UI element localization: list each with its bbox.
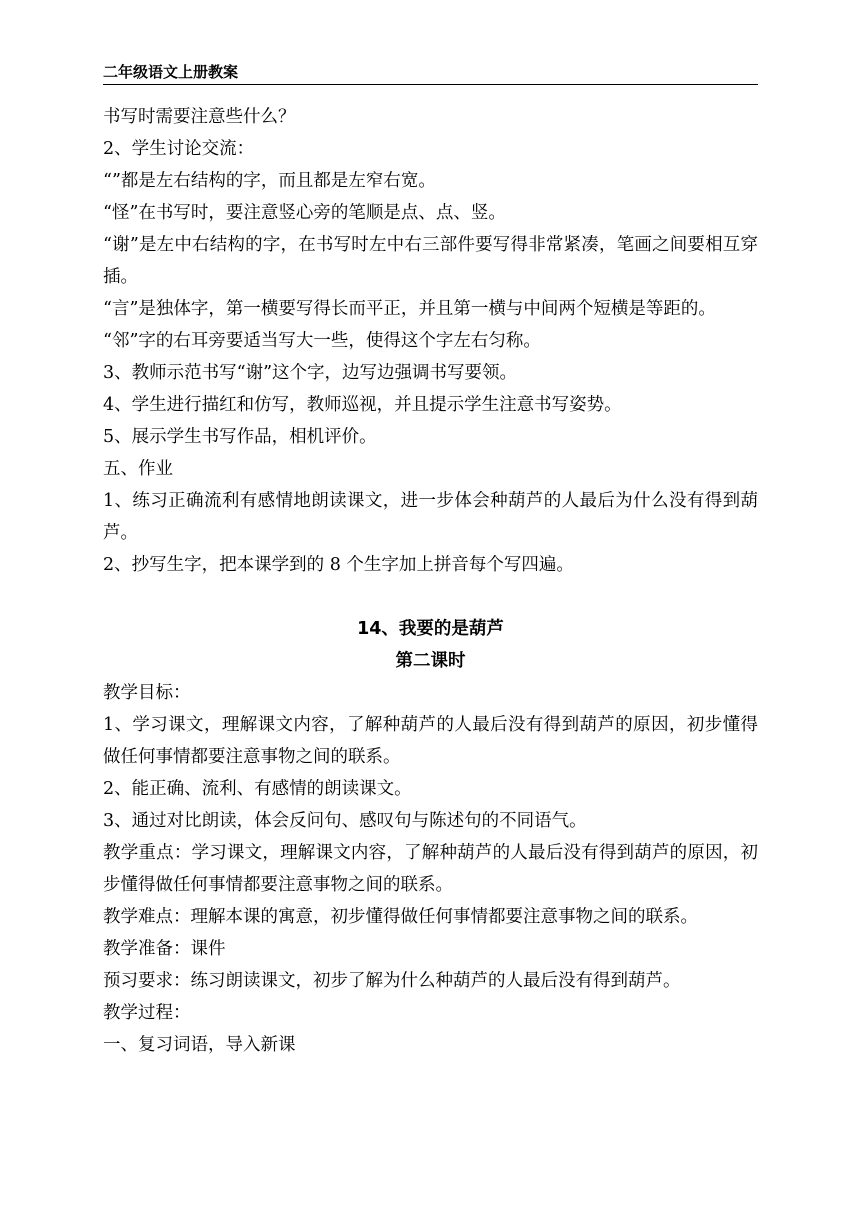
paragraph: 5、展示学生书写作品，相机评价。: [103, 427, 377, 447]
document-body: [103, 101, 758, 1061]
section-heading: 五、作业: [103, 459, 173, 479]
paragraph: “言”是独体字，第一横要写得长而平正，并且第一横与中间两个短横是等距的。: [103, 299, 716, 319]
paragraph: 书写时需要注意些什么？: [103, 107, 296, 127]
lesson-title: 14、我要的是葫芦: [357, 619, 504, 639]
paragraph: 2、能正确、流利、有感情的朗读课文。: [103, 779, 412, 799]
paragraph: 2、学生讨论交流：: [103, 139, 255, 159]
paragraph: 4、学生进行描红和仿写，教师巡视，并且提示学生注意书写姿势。: [103, 395, 622, 415]
paragraph: 教学难点：理解本课的寓意，初步懂得做任何事情都要注意事物之间的联系。: [103, 907, 698, 927]
paragraph: 教学重点：学习课文，理解课文内容，了解种葫芦的人最后没有得到葫芦的原因，初步懂得做任何事情都要注意事物之间的联系。: [103, 843, 758, 895]
blank-line: [103, 581, 758, 613]
paragraph: “邻”字的右耳旁要适当写大一些，使得这个字左右匀称。: [103, 331, 541, 351]
paragraph: 2、抄写生字，把本课学到的 8 个生字加上拼音每个写四遍。: [103, 555, 574, 575]
page-header-title: 二年级语文上册教案: [103, 63, 239, 81]
paragraph: 1、学习课文，理解课文内容，了解种葫芦的人最后没有得到葫芦的原因，初步懂得做任何事情都要注意事物之间的联系。: [103, 715, 758, 767]
paragraph: “”都是左右结构的字，而且都是左窄右宽。: [103, 171, 436, 191]
paragraph: 1、练习正确流利有感情地朗读课文，进一步体会种葫芦的人最后为什么没有得到葫芦。: [103, 491, 758, 543]
paragraph: 教学准备：课件: [103, 939, 226, 959]
paragraph: 3、通过对比朗读，体会反问句、感叹句与陈述句的不同语气。: [103, 811, 587, 831]
paragraph: “怪”在书写时，要注意竖心旁的笔顺是点、点、竖。: [103, 203, 506, 223]
lesson-subtitle: 第二课时: [395, 651, 466, 671]
header-rule: [103, 84, 758, 85]
section-heading: 一、复习词语，导入新课: [103, 1035, 296, 1055]
paragraph: 预习要求：练习朗读课文，初步了解为什么种葫芦的人最后没有得到葫芦。: [103, 971, 681, 991]
paragraph: “谢”是左中右结构的字，在书写时左中右三部件要写得非常紧凑，笔画之间要相互穿插。: [103, 235, 758, 287]
paragraph: 3、教师示范书写“谢”这个字，边写边强调书写要领。: [103, 363, 518, 383]
section-heading: 教学过程：: [103, 1003, 191, 1023]
section-heading: 教学目标：: [103, 683, 191, 703]
